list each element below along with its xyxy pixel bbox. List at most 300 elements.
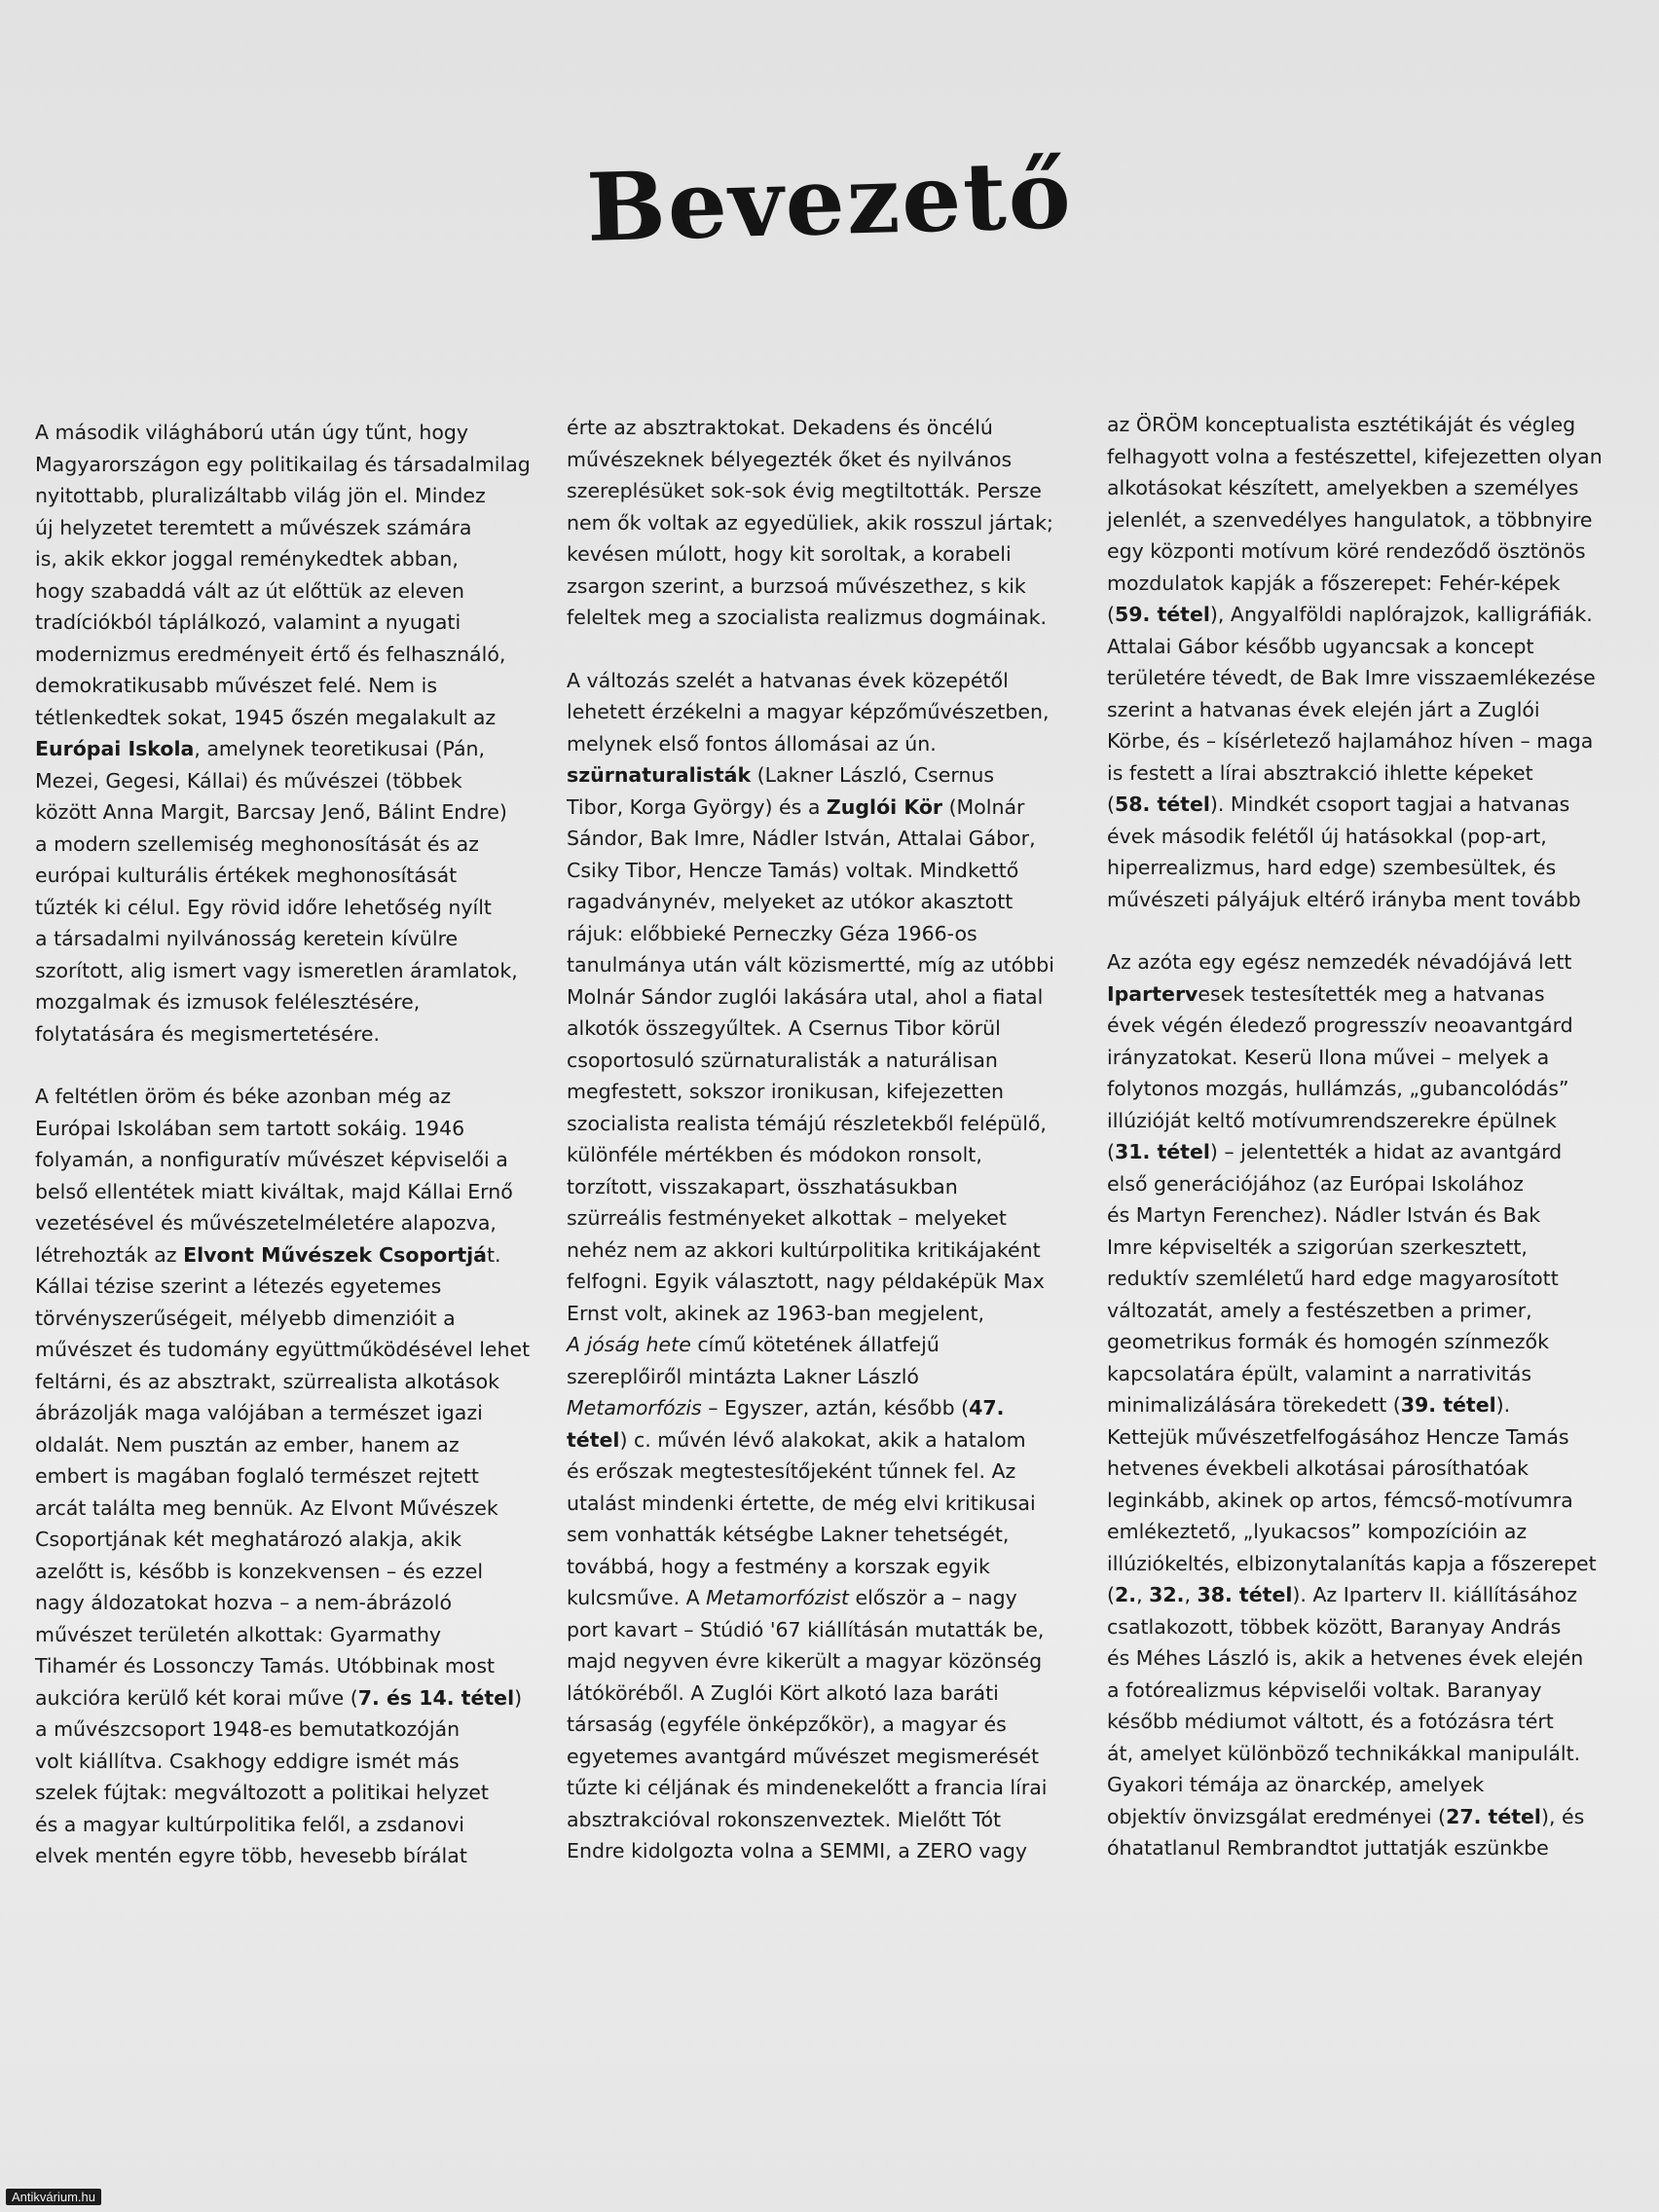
text-run: Az azóta egy egész nemzedék névadójává lett xyxy=(1107,950,1572,974)
text-line xyxy=(567,728,1073,760)
text-line xyxy=(35,575,541,608)
text-run: , amelynek teoretikusai (Pán, xyxy=(194,737,486,760)
text-run: évek második felétől új hatásokkal (pop-art, xyxy=(1107,824,1547,848)
text-run: Csiky Tibor, Hencze Tamás) voltak. Mindkettő xyxy=(567,858,1019,882)
text-run: a modern szellemiség meghonosítását és az xyxy=(35,831,479,856)
text-line xyxy=(567,1519,1073,1551)
text-line xyxy=(35,1239,541,1272)
text-run: Tibor, Korga György) és a xyxy=(567,794,827,819)
text-line xyxy=(1107,1168,1623,1200)
text-line xyxy=(567,886,1073,918)
text-run: területére tévedt, de Bak Imre visszaemlékezése xyxy=(1107,666,1596,689)
text-line xyxy=(567,1772,1073,1804)
text-run: hiperrealizmus, hard edge) szembesültek, és xyxy=(1107,856,1557,879)
text-line xyxy=(567,1266,1073,1298)
text-run: ragadványnév, melyeket az utókor akasztott xyxy=(567,890,1014,913)
text-line xyxy=(35,892,541,924)
text-run: tanulmánya után vált közismertté, míg az utóbbi xyxy=(567,953,1054,977)
text-run: ábrázolják maga valójában a természet igazi xyxy=(35,1401,483,1424)
text-run: tűzték ki célul. Egy rövid időre lehetőség nyílt xyxy=(35,895,492,919)
text-line xyxy=(1107,1263,1623,1295)
bold-text: Elvont Művészek Csoportjá xyxy=(183,1242,487,1267)
text-run: társaság (egyféle önképzőkör), a magyar és xyxy=(567,1713,1007,1736)
text-run: Imre képviselték a szigorúan szerkesztett, xyxy=(1107,1235,1528,1259)
text-line xyxy=(567,1582,1073,1614)
text-run: Kállai tézise szerint a létezés egyetemes xyxy=(35,1274,442,1298)
text-line xyxy=(35,702,541,734)
text-line xyxy=(1107,1579,1623,1611)
paragraph xyxy=(567,665,1073,1867)
text-line xyxy=(35,1176,541,1208)
text-run: feleltek meg a szocialista realizmus dogmáinak. xyxy=(567,606,1047,629)
paragraph xyxy=(35,417,541,1050)
text-line xyxy=(1107,789,1623,821)
text-line xyxy=(35,1429,541,1461)
text-line xyxy=(1107,1105,1623,1137)
text-line xyxy=(1107,1642,1623,1675)
text-run: emlékeztető, „lyukacsos” kompozícióin az xyxy=(1107,1520,1528,1543)
text-run: különféle mértékben és módokon ronsolt, xyxy=(567,1143,982,1166)
text-line xyxy=(567,538,1073,571)
text-line xyxy=(567,696,1073,728)
text-run: első generációjához (az Európai Iskolához xyxy=(1107,1171,1524,1196)
text-run: ) xyxy=(514,1685,523,1710)
text-run: egyetemes avantgárd művészet megismerését xyxy=(567,1744,1040,1768)
text-run: a társadalmi nyilvánosság keretein kívülre xyxy=(35,927,459,950)
text-line xyxy=(567,1488,1073,1520)
text-line xyxy=(1107,1769,1623,1801)
text-run: is, akik ekkor joggal reménykedtek abban, xyxy=(35,547,459,571)
text-run: vezetésével és művészetelméletére alapozva, xyxy=(35,1211,497,1235)
text-line xyxy=(35,1524,541,1556)
text-line xyxy=(35,1397,541,1429)
text-line xyxy=(567,1076,1073,1108)
text-run: Sándor, Bak Imre, Nádler István, Attalai Gábor, xyxy=(567,827,1036,850)
text-line xyxy=(567,1424,1073,1456)
text-run: Tihamér és Lossonczy Tamás. Utóbbinak most xyxy=(35,1654,496,1677)
text-line xyxy=(1107,409,1623,441)
text-run: minimalizálására törekedett ( xyxy=(1107,1393,1401,1417)
text-run: aukcióra kerülő két korai műve ( xyxy=(35,1685,358,1710)
text-line xyxy=(567,792,1073,824)
text-line xyxy=(567,1741,1073,1773)
text-run: egy központi motívum köré rendeződő ösztönös xyxy=(1107,539,1586,563)
text-run: elvek mentén egyre több, hevesebb bírálat xyxy=(35,1844,467,1867)
text-run: hetvenes évekbeli alkotásai párosíthatóak xyxy=(1107,1456,1530,1480)
text-line xyxy=(35,1650,541,1682)
text-run: felfogni. Egyik választott, nagy példaképük Max xyxy=(567,1270,1045,1293)
text-line xyxy=(567,1171,1073,1203)
text-run: demokratikusabb művészet felé. Nem is xyxy=(35,674,438,697)
text-run: ) – jelentették a hidat az avantgárd xyxy=(1209,1140,1563,1163)
text-run: embert is magában foglaló természet rejtett xyxy=(35,1464,479,1488)
text-line xyxy=(1107,978,1623,1011)
text-line xyxy=(35,417,541,449)
text-line xyxy=(1107,1548,1623,1580)
text-run: mozgalmak és izmusok felélesztésére, xyxy=(35,990,421,1014)
text-run: megfestett, sokszor ironikusan, kifejezetten xyxy=(567,1080,1005,1103)
text-column-3 xyxy=(1107,409,1623,1864)
text-run: majd negyven évre kikerült a magyar közönség xyxy=(567,1649,1043,1673)
text-run: ). xyxy=(1495,1393,1511,1417)
paragraph xyxy=(35,1081,541,1872)
text-line xyxy=(35,1619,541,1651)
text-run: ( xyxy=(1107,1583,1115,1606)
text-run: Magyarországon egy politikailag és társadalmilag xyxy=(35,452,531,476)
text-line xyxy=(567,1677,1073,1710)
text-run: folytonos mozgás, hullámzás, „gubancolódás” xyxy=(1107,1077,1569,1100)
text-run: rájuk: előbbieké Perneczky Géza 1966-os xyxy=(567,921,977,945)
text-line xyxy=(1107,1358,1623,1390)
text-run: kulcsműve. A xyxy=(567,1586,707,1609)
text-run: folytatására és megismertetésére. xyxy=(35,1021,381,1046)
text-line xyxy=(1107,1832,1623,1864)
text-line xyxy=(567,1551,1073,1583)
italic-text: Metamorfózis xyxy=(567,1396,702,1419)
text-run: folyamán, a nonfiguratív művészet képviselői a xyxy=(35,1148,508,1171)
text-run: szürreális festményeket alkottak – melyeket xyxy=(567,1206,1007,1230)
text-line xyxy=(35,923,541,955)
bold-text: 2. xyxy=(1115,1583,1137,1606)
text-line xyxy=(1107,1611,1623,1643)
text-run: melynek első fontos állomásai az ún. xyxy=(567,731,937,756)
text-line xyxy=(1107,1232,1623,1264)
text-run: mozdulatok kapják a főszerepet: Fehér-képek xyxy=(1107,571,1561,595)
text-line xyxy=(567,855,1073,887)
bold-text: 47. xyxy=(969,1396,1005,1419)
text-line xyxy=(567,507,1073,539)
text-line xyxy=(35,1081,541,1113)
bold-text: 7. és 14. tétel xyxy=(357,1685,515,1710)
text-run: t. xyxy=(487,1242,501,1267)
text-run: objektív önvizsgálat eredményei ( xyxy=(1107,1804,1447,1828)
text-run: (Lakner László, Csernus xyxy=(751,763,995,787)
text-line xyxy=(1107,1516,1623,1548)
text-line xyxy=(567,1804,1073,1836)
text-line xyxy=(1107,1453,1623,1485)
text-line xyxy=(1107,472,1623,504)
text-run: a művészcsoport 1948-es bemutatkozóján xyxy=(35,1717,461,1741)
text-line xyxy=(1107,599,1623,631)
text-run: irányzatokat. Keserü Ilona művei – melyek a xyxy=(1107,1045,1550,1069)
bold-text: 38. tétel xyxy=(1197,1583,1293,1606)
text-run: illúzióját keltő motívumrendszerekre épülnek xyxy=(1107,1108,1557,1132)
text-line xyxy=(35,449,541,481)
text-run: című kötetének állatfejű xyxy=(690,1333,940,1356)
text-line xyxy=(1107,946,1623,978)
text-run: reduktív szemléletű hard edge magyarosított xyxy=(1107,1267,1559,1290)
paragraph xyxy=(1107,409,1623,915)
text-run: arcát találta meg bennük. Az Elvont Művészek xyxy=(35,1495,498,1520)
text-run: kapcsolatára épült, valamint a narrativitás xyxy=(1107,1361,1532,1385)
text-run: művészet területén alkottak: Gyarmathy xyxy=(35,1622,442,1646)
text-run: leginkább, akinek op artos, fémcső-motívumra xyxy=(1107,1488,1573,1512)
text-line xyxy=(35,543,541,575)
text-line xyxy=(35,860,541,892)
bold-text: Iparterv xyxy=(1107,981,1198,1006)
text-run: a fotórealizmus képviselői voltak. Baranyay xyxy=(1107,1677,1542,1702)
text-line xyxy=(1107,1485,1623,1517)
text-line xyxy=(567,602,1073,634)
text-line xyxy=(35,1556,541,1588)
text-line xyxy=(1107,1326,1623,1358)
text-line xyxy=(35,1113,541,1145)
text-line xyxy=(1107,1010,1623,1042)
text-column-1 xyxy=(35,417,541,1872)
text-line xyxy=(35,1271,541,1303)
text-run: belső ellentétek miatt kiváltak, majd Kállai Ernő xyxy=(35,1179,513,1203)
watermark: Antikvárium.hu xyxy=(6,2189,101,2205)
text-line xyxy=(567,1392,1073,1424)
text-line xyxy=(567,1835,1073,1867)
text-run: művészeti pályájuk eltérő irányba ment tovább xyxy=(1107,887,1581,911)
text-line xyxy=(35,733,541,765)
text-run: esek testesítették meg a hatvanas xyxy=(1198,981,1545,1006)
text-run: csoportosuló szürnaturalisták a naturálisan xyxy=(567,1048,998,1072)
text-run: és Martyn Ferenchez). Nádler István és Bak xyxy=(1107,1203,1541,1227)
text-run: szerint a hatvanas évek elején járt a Zuglói xyxy=(1107,697,1540,721)
text-line xyxy=(567,1013,1073,1045)
text-run: A feltétlen öröm és béke azonban még az xyxy=(35,1085,452,1108)
text-column-2 xyxy=(567,412,1073,1867)
text-line xyxy=(567,1202,1073,1235)
text-run: , xyxy=(1184,1583,1198,1606)
text-run: Mezei, Gegesi, Kállai) és művészei (többek xyxy=(35,768,462,793)
text-line xyxy=(567,918,1073,950)
text-line xyxy=(35,670,541,702)
text-run: évek végén éledező progresszív neoavantgárd xyxy=(1107,1014,1573,1037)
text-line xyxy=(35,639,541,671)
text-run: Endre kidolgozta volna a SEMMI, a ZERO vagy xyxy=(567,1839,1028,1862)
text-run: szereplőiről mintázta Lakner László xyxy=(567,1364,919,1388)
text-run: ( xyxy=(1107,1140,1115,1163)
bold-text: 32. xyxy=(1149,1583,1185,1606)
text-line xyxy=(1107,884,1623,916)
text-run: kevésen múlott, hogy kit soroltak, a korabeli xyxy=(567,542,1012,566)
text-run: illúziókeltés, elbizonytalanítás kapja a főszerepet xyxy=(1107,1551,1597,1575)
text-line xyxy=(1107,1199,1623,1232)
text-line xyxy=(35,512,541,544)
italic-text: Metamorfózist xyxy=(706,1586,849,1609)
text-line xyxy=(567,1456,1073,1488)
paragraph xyxy=(567,412,1073,634)
text-line xyxy=(35,1460,541,1493)
text-run: között Anna Margit, Barcsay Jenő, Bálint Endre) xyxy=(35,800,507,824)
text-run: volt kiállítva. Csakhogy eddigre ismét más xyxy=(35,1749,460,1773)
text-line xyxy=(567,1235,1073,1267)
text-line xyxy=(35,986,541,1018)
text-line xyxy=(35,765,541,797)
text-line xyxy=(1107,694,1623,726)
text-line xyxy=(567,1298,1073,1330)
text-line xyxy=(567,1139,1073,1171)
text-run: később médiumot váltott, és a fotózásra tért xyxy=(1107,1710,1554,1733)
text-line xyxy=(35,1809,541,1841)
text-line xyxy=(1107,757,1623,790)
text-run: Molnár Sándor zuglói lakására utal, ahol a fiatal xyxy=(567,984,1044,1009)
text-line xyxy=(567,665,1073,697)
text-run: – Egyszer, aztán, később ( xyxy=(701,1396,970,1419)
bold-text: Európai Iskola xyxy=(35,737,195,760)
bold-text: 59. tétel xyxy=(1115,603,1210,626)
text-run: létrehozták az xyxy=(35,1242,184,1267)
text-run: (Molnár xyxy=(942,794,1025,819)
text-line xyxy=(35,1366,541,1398)
text-run: , xyxy=(1136,1583,1150,1606)
text-run: alkotásokat készített, amelyekben a személyes xyxy=(1107,476,1579,499)
bold-text: 58. tétel xyxy=(1115,793,1210,816)
bold-text: szürnaturalisták xyxy=(567,763,752,787)
text-line xyxy=(35,1777,541,1809)
bold-text: 27. tétel xyxy=(1446,1804,1541,1828)
text-run: hogy szabaddá vált az út előttük az eleven xyxy=(35,578,465,603)
text-line xyxy=(1107,662,1623,694)
text-run: Csoportjának két meghatározó alakja, akik xyxy=(35,1528,462,1551)
text-line xyxy=(1107,1073,1623,1105)
text-run: A második világháború után úgy tűnt, hogy xyxy=(35,421,469,444)
bold-text: 39. tétel xyxy=(1400,1393,1496,1417)
text-run: érte az absztraktokat. Dekadens és öncélú xyxy=(567,416,993,439)
text-run: zsargon szerint, a burzsoá művészethez, s kik xyxy=(567,573,1026,598)
text-line xyxy=(1107,852,1623,884)
text-run: port kavart – Stúdió '67 kiállításán mutatták be, xyxy=(567,1617,1045,1641)
text-run: jelenlét, a szenvedélyes hangulatok, a többnyire xyxy=(1107,507,1593,532)
text-line xyxy=(35,1493,541,1525)
text-line xyxy=(35,480,541,512)
text-run: ), Angyalföldi naplórajzok, kalligráfiák. xyxy=(1209,603,1593,626)
text-line xyxy=(35,1018,541,1051)
text-run: utalást mindenki értette, de még elvi kritikusai xyxy=(567,1491,1036,1515)
text-line xyxy=(1107,504,1623,536)
text-run: A változás szelét a hatvanas évek közepétől xyxy=(567,668,1009,692)
text-run: szorított, alig ismert vagy ismeretlen áramlatok, xyxy=(35,958,518,982)
text-line xyxy=(1107,1389,1623,1421)
text-line xyxy=(1107,1421,1623,1454)
text-run: tűzte ki céljának és mindenekelőtt a francia lírai xyxy=(567,1776,1048,1799)
text-run: törvényszerűségeit, mélyebb dimenzióit a xyxy=(35,1306,456,1330)
text-run: nagy áldozatokat hozva – a nem-ábrázoló xyxy=(35,1591,452,1614)
text-run: geometrikus formák és homogén színmezők xyxy=(1107,1330,1549,1353)
text-line xyxy=(1107,725,1623,757)
text-line xyxy=(567,823,1073,855)
text-run: ( xyxy=(1107,603,1115,626)
text-run: Körbe, és – kísérletező hajlamához híven – maga xyxy=(1107,729,1594,753)
text-line xyxy=(35,1207,541,1239)
text-line xyxy=(567,1709,1073,1741)
text-line xyxy=(35,607,541,639)
text-line xyxy=(1107,568,1623,600)
text-run: lehetett érzékelni a magyar képzőművészetben, xyxy=(567,700,1050,723)
text-run: Attalai Gábor később ugyancsak a koncept xyxy=(1107,634,1534,658)
text-run: szelek fújtak: megváltozott a politikai helyzet xyxy=(35,1781,489,1804)
text-run: modernizmus eredményeit értő és felhasználó, xyxy=(35,642,506,666)
text-run: nyitottabb, pluralizáltabb világ jön el. Mindez xyxy=(35,484,486,507)
text-run: alkotók összegyűltek. A Csernus Tibor körül xyxy=(567,1016,1001,1040)
text-line xyxy=(35,796,541,829)
text-line xyxy=(567,1108,1073,1140)
text-line xyxy=(567,1361,1073,1393)
text-run: és erőszak megtestesítőjeként tűnnek fel. Az xyxy=(567,1459,1016,1483)
bold-text: tétel xyxy=(567,1427,620,1452)
text-line xyxy=(1107,1295,1623,1327)
text-run: is festett a lírai absztrakció ihlette képeket xyxy=(1107,760,1533,785)
text-line xyxy=(567,412,1073,444)
text-line xyxy=(35,829,541,861)
text-run: tradíciókból táplálkozó, valamint a nyugati xyxy=(35,610,461,634)
text-run: csatlakozott, többek között, Baranyay András xyxy=(1107,1614,1562,1639)
text-line xyxy=(567,1045,1073,1077)
text-line xyxy=(35,955,541,987)
text-line xyxy=(1107,821,1623,853)
text-run: nehéz nem az akkori kultúrpolitika kritikájaként xyxy=(567,1237,1041,1262)
text-line xyxy=(1107,1675,1623,1707)
text-run: feltárni, és az absztrakt, szürrealista alkotások xyxy=(35,1369,500,1393)
text-line xyxy=(567,1645,1073,1677)
text-run: továbbá, hogy a festmény a korszak egyik xyxy=(567,1554,990,1578)
text-run: ( xyxy=(1107,793,1115,816)
text-line xyxy=(1107,441,1623,473)
text-run: ) c. művén lévő alakokat, akik a hatalom xyxy=(619,1427,1026,1452)
text-run: torzított, visszakapart, összhatásukban xyxy=(567,1174,958,1198)
text-line xyxy=(567,1614,1073,1646)
text-line xyxy=(35,1682,541,1714)
text-run: nem ők voltak az egyedüliek, akik rosszul jártak; xyxy=(567,510,1053,535)
text-run: művészet és tudomány együttműködésével lehet xyxy=(35,1338,531,1361)
text-run: ). Mindkét csoport tagjai a hatvanas xyxy=(1209,793,1570,816)
text-line xyxy=(567,1329,1073,1361)
text-run: Európai Iskolában sem tartott sokáig. 1946 xyxy=(35,1116,465,1140)
text-run: Kettejük művészetfelfogásához Hencze Tamás xyxy=(1107,1424,1569,1449)
text-line xyxy=(567,759,1073,792)
text-run: és a magyar kultúrpolitika felől, a zsdanovi xyxy=(35,1812,464,1836)
text-run: az ÖRÖM konceptualista esztétikáját és végleg xyxy=(1107,413,1576,436)
text-line xyxy=(1107,535,1623,568)
text-run: szocialista realista témájú részletekből felépülő, xyxy=(567,1111,1047,1135)
paragraph xyxy=(1107,946,1623,1864)
text-line xyxy=(567,444,1073,476)
text-line xyxy=(1107,1042,1623,1074)
text-run: és Méhes László is, akik a hetvenes évek elején xyxy=(1107,1646,1584,1670)
text-run: oldalát. Nem pusztán az ember, hanem az xyxy=(35,1432,460,1456)
text-run: sem vonhatták kétségbe Lakner tehetségét, xyxy=(567,1523,1010,1546)
text-line xyxy=(567,949,1073,981)
text-line xyxy=(1107,1136,1623,1168)
text-run: ). Az Iparterv II. kiállításához xyxy=(1292,1583,1577,1606)
text-run: szereplésüket sok-sok évig megtiltották. Persze xyxy=(567,479,1042,502)
text-run: óhatatlanul Rembrandtot juttatják eszünkbe xyxy=(1107,1836,1549,1860)
text-line xyxy=(567,981,1073,1014)
text-run: felhagyott volna a festészettel, kifejezetten olyan xyxy=(1107,444,1603,468)
text-line xyxy=(567,475,1073,507)
text-line xyxy=(35,1714,541,1746)
text-line xyxy=(35,1144,541,1176)
text-line xyxy=(35,1840,541,1872)
text-line xyxy=(35,1587,541,1619)
text-run: Ernst volt, akinek az 1963-ban megjelent, xyxy=(567,1301,985,1325)
text-run: művészeknek bélyegezték őket és nyilvános xyxy=(567,447,1013,471)
text-run: tétlenkedtek sokat, 1945 őszén megalakult az xyxy=(35,705,497,729)
text-run: ), és xyxy=(1540,1804,1585,1828)
text-run: Gyakori témája az önarckép, amelyek xyxy=(1107,1773,1485,1796)
text-run: azelőtt is, később is konzekvensen – és ezzel xyxy=(35,1559,484,1583)
italic-text: A jóság hete xyxy=(567,1333,691,1356)
text-run: új helyzetet teremtett a művészek számára xyxy=(35,515,472,539)
bold-text: Zuglói Kör xyxy=(826,794,943,819)
text-run: absztrakcióval rokonszenveztek. Mielőtt Tót xyxy=(567,1807,1002,1831)
text-line xyxy=(35,1334,541,1366)
text-line xyxy=(1107,631,1623,663)
text-line xyxy=(1107,1738,1623,1770)
